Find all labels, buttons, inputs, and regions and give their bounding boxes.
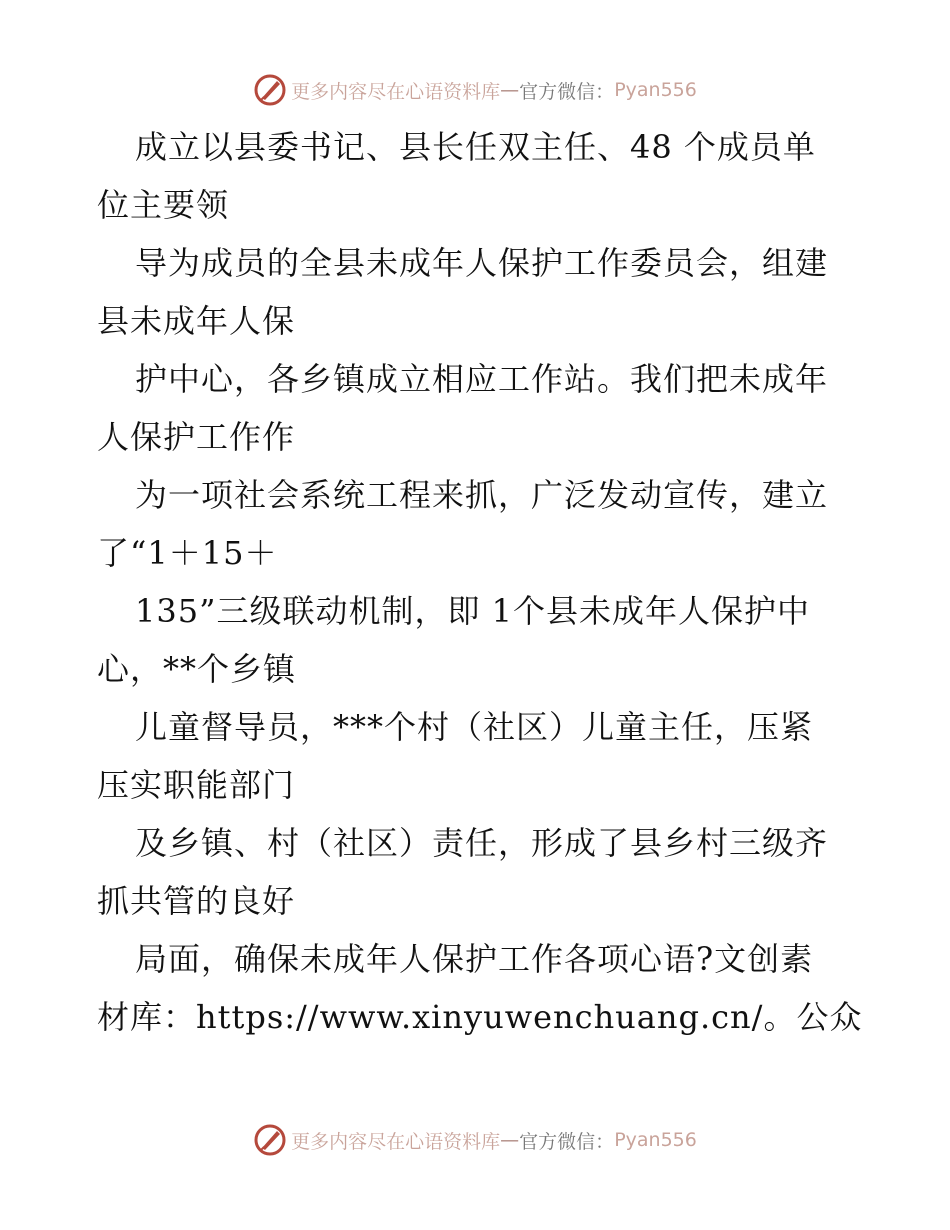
body-line: 县未成年人保 [97, 302, 296, 340]
body-line: 了“1＋15＋ [97, 534, 278, 572]
body-line: 儿童督导员，***个村（社区）儿童主任，压紧 [135, 708, 814, 746]
body-line: 成立以县委书记、县长任双主任、48 个成员单 [135, 128, 816, 166]
body-line: 压实职能部门 [97, 766, 296, 804]
body-line: 抓共管的良好 [97, 882, 296, 920]
watermark-brand-text: 更多内容尽在心语资料库 [291, 80, 501, 103]
watermark-dash: — [500, 1129, 520, 1151]
header-watermark [0, 70, 950, 110]
body-line: 导为成员的全县未成年人保护工作委员会，组建 [135, 244, 829, 282]
body-line: 材库：https://www.xinyuwenchuang.cn/。公众 [97, 998, 863, 1036]
body-line: 为一项社会系统工程来抓，广泛发动宣传，建立 [135, 476, 829, 514]
document-body [97, 118, 877, 1046]
watermark-brand-text: 更多内容尽在心语资料库 [291, 1130, 501, 1153]
body-line: 局面，确保未成年人保护工作各项心语?文创素 [135, 940, 814, 978]
watermark-dash: — [500, 79, 520, 101]
watermark-label: 官方微信： [519, 1130, 615, 1153]
watermark-account: Pyan556 [614, 1129, 697, 1151]
watermark-label: 官方微信： [519, 80, 615, 103]
quill-seal-icon [253, 73, 287, 107]
watermark-account: Pyan556 [614, 79, 697, 101]
quill-seal-icon [253, 1123, 287, 1157]
body-line: 人保护工作作 [97, 418, 296, 456]
body-line: 135”三级联动机制，即 1个县未成年人保护中 [135, 592, 810, 630]
body-line: 护中心，各乡镇成立相应工作站。我们把未成年 [135, 360, 829, 398]
body-line: 及乡镇、村（社区）责任，形成了县乡村三级齐 [135, 824, 829, 862]
body-line: 心，**个乡镇 [97, 650, 297, 688]
footer-watermark [0, 1120, 950, 1160]
body-line: 位主要领 [97, 186, 230, 224]
